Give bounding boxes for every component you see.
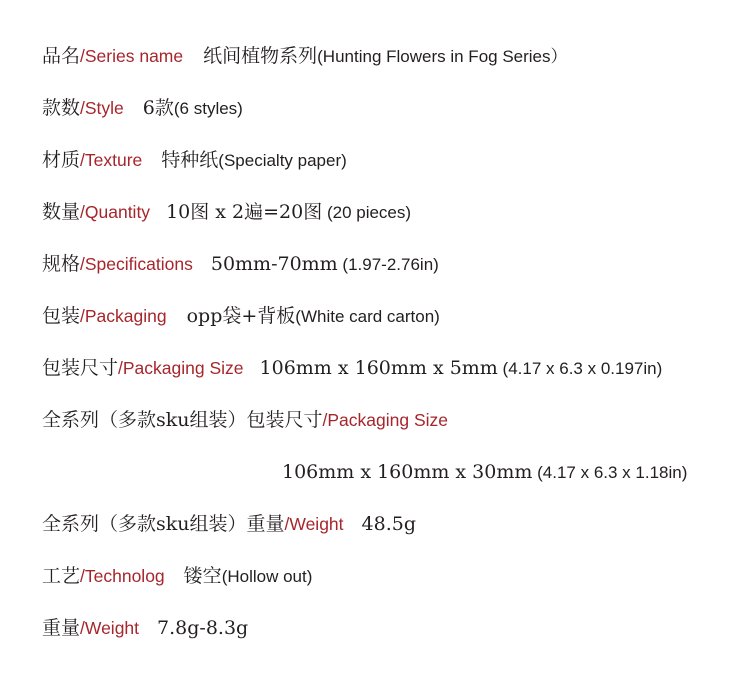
spec-row-quantity <box>42 203 411 222</box>
spec-row-full-series-packaging-size <box>42 411 448 430</box>
spec-row-technology <box>42 567 312 586</box>
label-cn: 包装尺寸 <box>42 357 119 379</box>
spec-row-full-series-weight <box>42 515 416 534</box>
value-en: (6 styles) <box>173 99 243 118</box>
label-en: /Weight <box>80 618 140 638</box>
label-cn: 包装 <box>42 305 81 327</box>
value-cn: 7.8g-8.3g <box>157 617 249 639</box>
spec-row-weight <box>42 619 248 638</box>
value-en: (4.17 x 6.3 x 0.197in) <box>497 359 663 378</box>
value-cn: 106mm x 160mm x 30mm <box>282 461 533 483</box>
value-en: (Hunting Flowers in Fog Series） <box>317 47 568 66</box>
label-en: /Packaging Size <box>322 410 449 430</box>
label-en: /Technolog <box>80 566 165 586</box>
value-en: (Hollow out) <box>221 567 313 586</box>
label-cn: 款数 <box>42 97 81 119</box>
label-en: /Series name <box>80 46 184 66</box>
value-cn: 10图 x 2遍=20图 <box>166 201 323 223</box>
spec-row-packaging <box>42 307 440 326</box>
value-cn: 镂空 <box>183 565 222 587</box>
label-cn: 全系列（多款sku组装）包装尺寸 <box>42 409 323 431</box>
spec-row-full-series-packaging-size-value <box>282 463 687 482</box>
label-cn: 材质 <box>42 149 81 171</box>
label-cn: 重量 <box>42 617 81 639</box>
value-cn: 6款 <box>142 97 174 119</box>
spec-row-texture <box>42 151 347 170</box>
label-en: /Specifications <box>80 254 193 274</box>
value-cn: 48.5g <box>361 513 416 535</box>
label-cn: 品名 <box>42 45 81 67</box>
value-cn: 50mm-70mm <box>210 253 338 275</box>
label-cn: 数量 <box>42 201 81 223</box>
value-en: (White card carton) <box>295 307 440 326</box>
label-en: /Packaging Size <box>118 358 244 378</box>
value-cn: 106mm x 160mm x 5mm <box>259 357 498 379</box>
label-en: /Packaging <box>80 306 167 326</box>
value-cn: 特种纸 <box>161 149 219 171</box>
label-cn: 规格 <box>42 253 81 275</box>
value-en: (Specialty paper) <box>218 151 347 170</box>
spec-row-specifications <box>42 255 439 274</box>
value-cn: opp袋+背板 <box>186 305 296 327</box>
label-cn: 全系列（多款sku组装）重量 <box>42 513 285 535</box>
spec-row-packaging-size <box>42 359 662 378</box>
value-en: (1.97-2.76in) <box>337 255 439 274</box>
label-en: /Quantity <box>80 202 151 222</box>
label-en: /Style <box>80 98 124 118</box>
label-en: /Weight <box>284 514 344 534</box>
spec-row-series-name <box>42 47 568 66</box>
label-cn: 工艺 <box>42 565 81 587</box>
spec-row-style <box>42 99 243 118</box>
label-en: /Texture <box>80 150 143 170</box>
value-cn: 纸间植物系列 <box>203 45 318 67</box>
value-en: (4.17 x 6.3 x 1.18in) <box>532 463 688 482</box>
value-en: (20 pieces) <box>322 203 412 222</box>
